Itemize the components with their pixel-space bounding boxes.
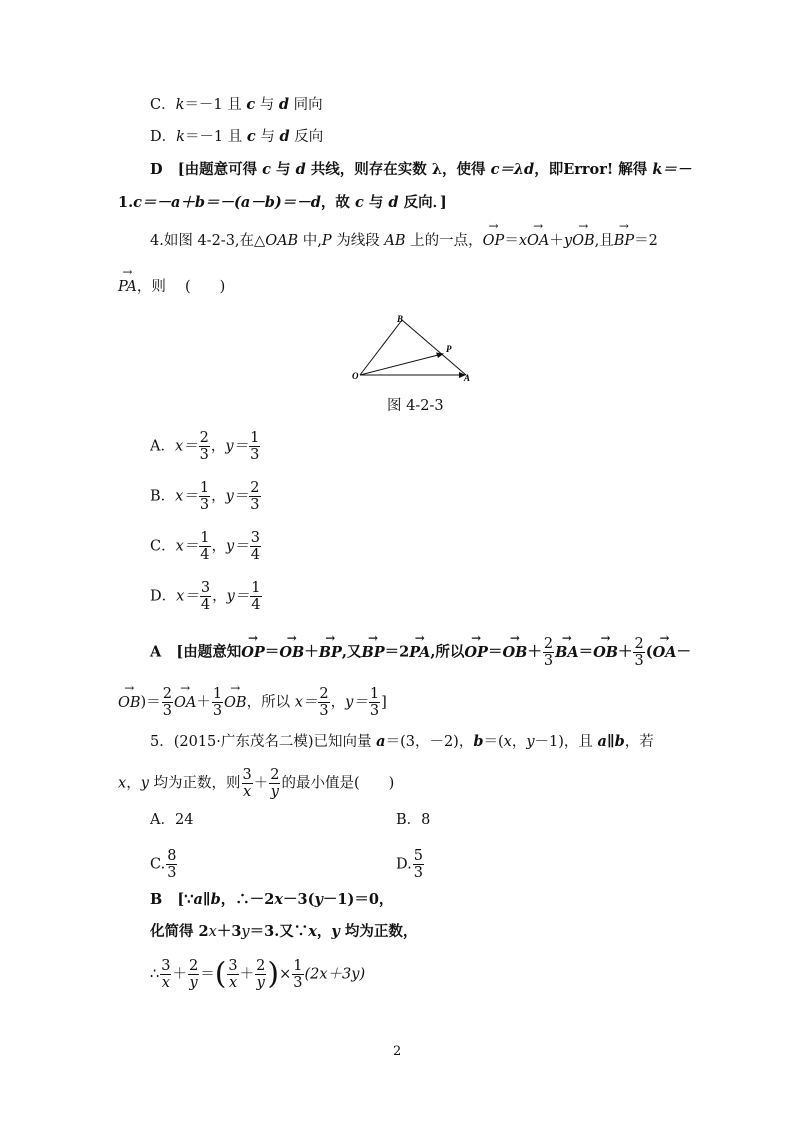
q4-option-a: A．x＝ $\frac{2}{3}$ ，y＝ $\frac{1}{3}$ xyxy=(150,430,260,463)
q3-solution-line2: 1.c＝－a＋b＝－(a－b)＝－d，故 c 与 d 反向．] xyxy=(118,194,447,211)
figure-caption: 图 4-2-3 xyxy=(387,398,444,414)
q4-solution-line2: → OB)＝ $\frac{2}{3}$ → OA＋ $\frac{1}{3}$ → OB，所以 x＝ $\frac{2}{3}$ ，y＝ $\frac{1}{3}$ ] xyxy=(118,686,387,719)
q4-answer: A xyxy=(150,643,162,661)
q5-option-b: B．8 xyxy=(396,812,431,828)
segment-ob xyxy=(360,320,402,375)
q4-option-d: D．x＝ $\frac{3}{4}$ ，y＝ $\frac{1}{4}$ xyxy=(150,580,261,613)
q3-option-d: D．k＝－1 且 c 与 d 反向 xyxy=(150,128,324,145)
label-a: A xyxy=(464,373,471,383)
q5-stem-line2: x，y 均为正数，则 $\frac{3}{x}$ ＋ $\frac{2}{y}$ 的最小值是( ) xyxy=(118,767,395,800)
label-b: B xyxy=(397,314,404,324)
q4-option-b: B．x＝ $\frac{1}{3}$ ，y＝ $\frac{2}{3}$ xyxy=(150,480,260,513)
q4-stem-line2: → PA，则 ( ) xyxy=(118,277,225,297)
label-p: P xyxy=(446,344,452,354)
q3-solution-line1: D [由题意可得 c 与 d 共线，则存在实数 λ，使得 c＝λd，即Error! 解得 k＝－ xyxy=(150,161,692,178)
q5-option-c: C. $\frac{8}{3}$ xyxy=(150,848,177,881)
label-o: O xyxy=(352,371,359,381)
q5-solution-line3: ∴ $\frac{3}{x}$ ＋ $\frac{2}{y}$ ＝( $\frac{3}{x}$ ＋ $\frac{2}{y}$ )× $\frac{1}{3}$ (2x＋3y) xyxy=(150,956,366,992)
q5-answer: B xyxy=(150,891,163,908)
q3-answer: D xyxy=(150,161,163,178)
vector-op xyxy=(360,354,442,375)
q5-solution-line2: 化简得 2x＋3y＝3.又∵x，y 均为正数， xyxy=(150,923,418,940)
q4-solution-line1: A [由题意知→ OP＝→ OB＋→ BP,又→ BP＝2→ PA,所以→ OP＝→ OB＋ $\frac{2}{3}$ → BA＝→ OB＋ $\frac{2}{3}$ (→ OA－ xyxy=(150,636,691,669)
segment-ba xyxy=(402,320,466,375)
page-number: 2 xyxy=(393,1044,402,1059)
q3-option-c: C．k＝－1 且 c 与 d 同向 xyxy=(150,96,323,113)
q5-stem-line1: 5．(2015·广东茂名二模)已知向量 a＝(3，－2)，b＝(x，y－1)，且 a∥b，若 xyxy=(150,733,654,750)
q4-option-c: C．x＝ $\frac{1}{4}$ ，y＝ $\frac{3}{4}$ xyxy=(150,530,260,563)
q5-option-d: D. $\frac{5}{3}$ xyxy=(396,848,423,881)
q5-solution-line1: B [∵a∥b，∴－2x－3(y－1)＝0， xyxy=(150,891,394,908)
q5-option-a: A．24 xyxy=(150,812,194,828)
q4-figure-triangle xyxy=(340,308,480,388)
q4-stem-line1: 4.如图 4-2-3,在△OAB 中,P 为线段 AB 上的一点，→ OP＝x→ OA＋y→ OB,且→ BP＝2 xyxy=(150,231,658,251)
